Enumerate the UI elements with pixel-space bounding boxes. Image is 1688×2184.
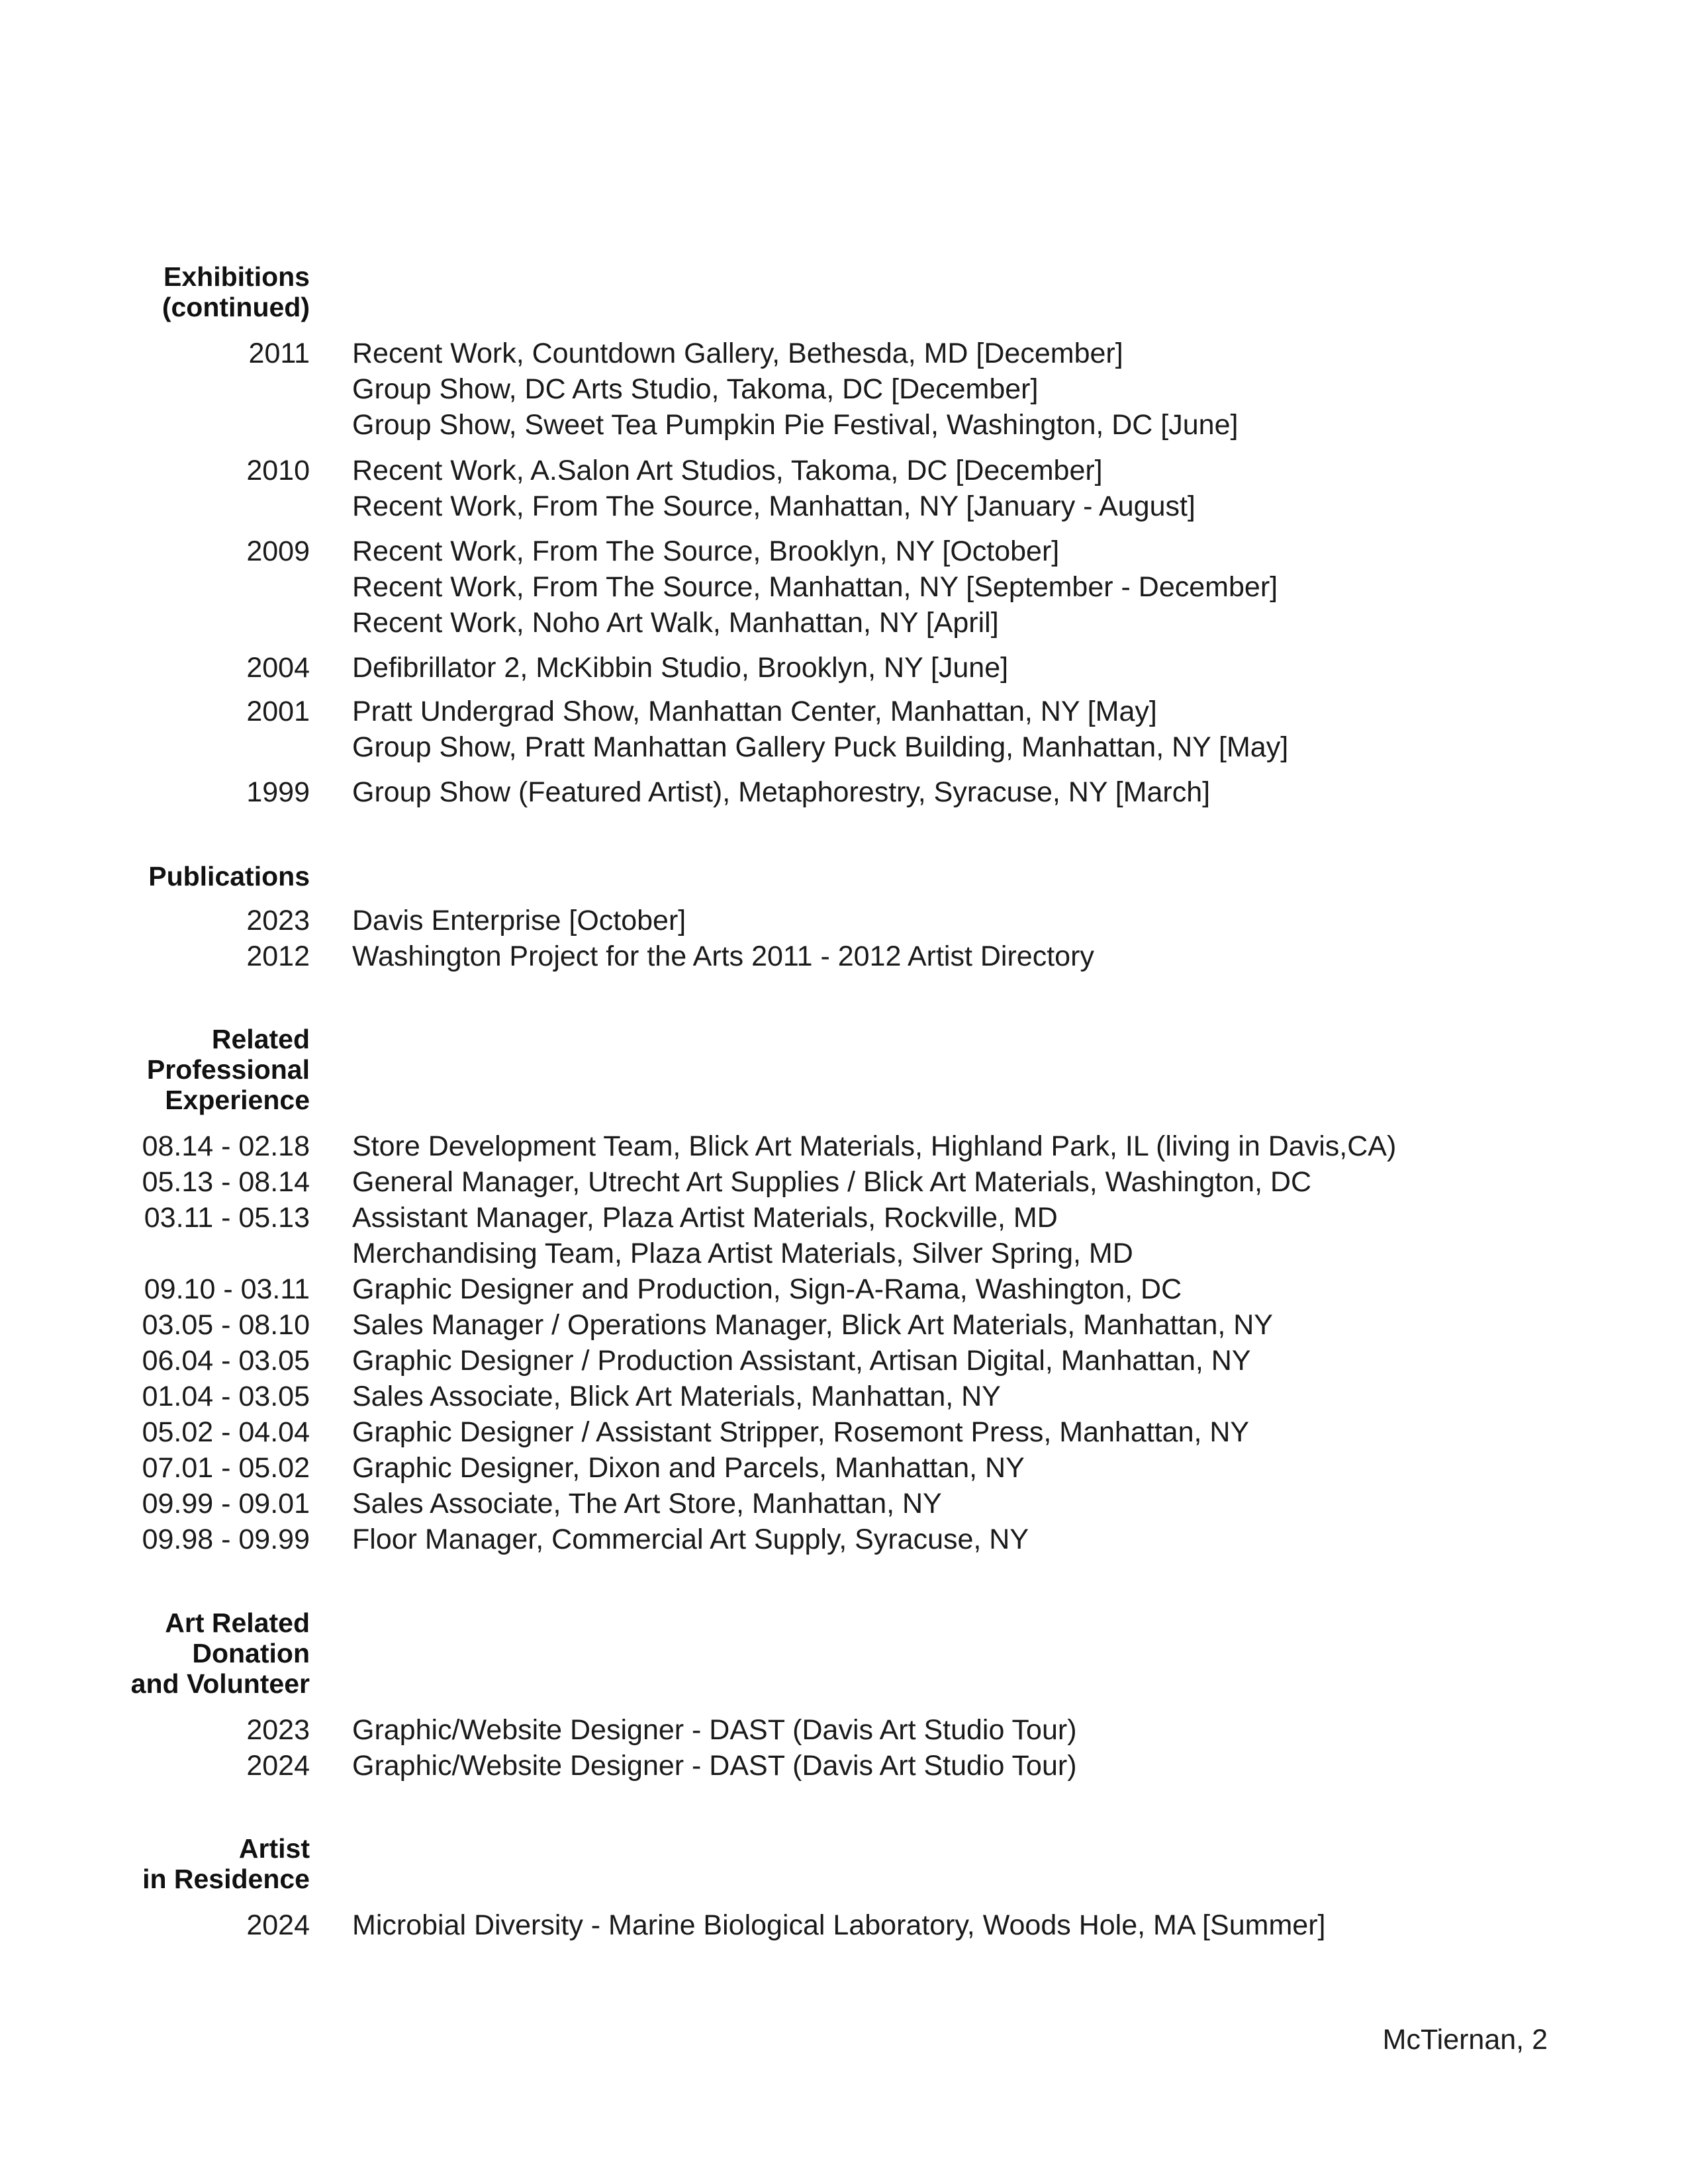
entry-lines — [352, 1907, 1325, 1943]
entry-lines — [352, 938, 1094, 974]
entry-lines — [352, 774, 1210, 810]
entry-date: 2009 — [246, 535, 310, 567]
entry-lines — [352, 1343, 1251, 1379]
entry-line: Sales Associate, The Art Store, Manhattan, NY — [352, 1488, 942, 1520]
entry-lines — [352, 694, 1288, 765]
section-heading — [162, 261, 310, 322]
heading-line: (continued) — [162, 292, 310, 322]
entry-lines — [352, 336, 1238, 443]
entry-line: Group Show, DC Arts Studio, Takoma, DC [December] — [352, 373, 1039, 405]
entry-line: Sales Manager / Operations Manager, Blick Art Materials, Manhattan, NY — [352, 1309, 1273, 1341]
entry-line: Recent Work, From The Source, Manhattan, NY [September - December] — [352, 571, 1278, 603]
entry-date: 03.11 - 05.13 — [144, 1202, 310, 1234]
entry-lines — [352, 533, 1278, 641]
entry-date: 08.14 - 02.18 — [142, 1130, 310, 1162]
entry-lines — [352, 1712, 1077, 1748]
entry-date: 2023 — [246, 905, 310, 936]
section-heading — [131, 1608, 310, 1699]
entry-line: Graphic Designer / Production Assistant, Artisan Digital, Manhattan, NY — [352, 1345, 1251, 1377]
entry-lines — [352, 903, 686, 938]
entry-date: 2024 — [246, 1909, 310, 1941]
heading-line: Experience — [165, 1085, 310, 1115]
heading-line: in Residence — [142, 1864, 310, 1894]
page-footer: McTiernan, 2 — [1382, 2024, 1548, 2056]
entry-date: 05.13 - 08.14 — [142, 1166, 310, 1198]
entry-line: Group Show (Featured Artist), Metaphorestry, Syracuse, NY [March] — [352, 776, 1211, 808]
section-heading — [147, 1024, 310, 1115]
entry-date: 07.01 - 05.02 — [142, 1452, 310, 1484]
entry-lines — [352, 1164, 1311, 1200]
entry-date: 2010 — [246, 455, 310, 486]
entry-line: Davis Enterprise [October] — [352, 905, 686, 936]
entry-date: 06.04 - 03.05 — [142, 1345, 310, 1377]
entry-lines — [352, 1486, 942, 1522]
entry-date: 03.05 - 08.10 — [142, 1309, 310, 1341]
entry-date: 2011 — [248, 338, 310, 369]
entry-line: Microbial Diversity - Marine Biological Laboratory, Woods Hole, MA [Summer] — [352, 1909, 1326, 1941]
heading-line: Related — [211, 1024, 310, 1054]
entry-lines — [352, 1271, 1182, 1307]
entry-lines — [352, 1414, 1249, 1450]
entry-line: Floor Manager, Commercial Art Supply, Syracuse, NY — [352, 1524, 1029, 1555]
entry-line: Pratt Undergrad Show, Manhattan Center, Manhattan, NY [May] — [352, 696, 1157, 727]
entry-line: Graphic/Website Designer - DAST (Davis Art Studio Tour) — [352, 1714, 1077, 1746]
entry-date: 05.02 - 04.04 — [142, 1416, 310, 1448]
entry-line: Washington Project for the Arts 2011 - 2012 Artist Directory — [352, 940, 1094, 972]
entry-line: Graphic/Website Designer - DAST (Davis Art Studio Tour) — [352, 1750, 1077, 1782]
entry-lines — [352, 453, 1196, 524]
entry-lines — [352, 1522, 1029, 1557]
section-heading — [142, 1833, 310, 1894]
entry-line: Sales Associate, Blick Art Materials, Manhattan, NY — [352, 1381, 1001, 1412]
entry-date: 2023 — [246, 1714, 310, 1746]
entry-line: Merchandising Team, Plaza Artist Materials, Silver Spring, MD — [352, 1238, 1133, 1269]
entry-date: 09.10 - 03.11 — [144, 1273, 310, 1305]
entry-line: Recent Work, From The Source, Brooklyn, NY [October] — [352, 535, 1060, 567]
entry-line: Group Show, Sweet Tea Pumpkin Pie Festival, Washington, DC [June] — [352, 409, 1239, 441]
heading-line: Donation — [192, 1638, 310, 1668]
entry-line: Recent Work, Noho Art Walk, Manhattan, NY [April] — [352, 607, 999, 639]
entry-line: Graphic Designer and Production, Sign-A-Rama, Washington, DC — [352, 1273, 1182, 1305]
heading-line: Artist — [238, 1833, 310, 1864]
entry-line: Group Show, Pratt Manhattan Gallery Puck Building, Manhattan, NY [May] — [352, 731, 1289, 763]
entry-line: Graphic Designer / Assistant Stripper, Rosemont Press, Manhattan, NY — [352, 1416, 1250, 1448]
entry-date: 2012 — [246, 940, 310, 972]
entry-line: Recent Work, A.Salon Art Studios, Takoma, DC [December] — [352, 455, 1103, 486]
entry-date: 01.04 - 03.05 — [142, 1381, 310, 1412]
entry-line: Graphic Designer, Dixon and Parcels, Manhattan, NY — [352, 1452, 1025, 1484]
entry-line: General Manager, Utrecht Art Supplies / Blick Art Materials, Washington, DC — [352, 1166, 1312, 1198]
entry-lines — [352, 1450, 1025, 1486]
entry-lines — [352, 1200, 1133, 1271]
heading-line: Art Related — [165, 1608, 310, 1638]
section-heading — [148, 861, 310, 891]
entry-date: 1999 — [246, 776, 310, 808]
entry-line: Assistant Manager, Plaza Artist Materials, Rockville, MD — [352, 1202, 1058, 1234]
entry-line: Recent Work, From The Source, Manhattan, NY [January - August] — [352, 490, 1196, 522]
heading-line: Exhibitions — [164, 261, 310, 292]
entry-line: Recent Work, Countdown Gallery, Bethesda, MD [December] — [352, 338, 1123, 369]
entry-lines — [352, 650, 1008, 686]
entry-line: Defibrillator 2, McKibbin Studio, Brooklyn, NY [June] — [352, 652, 1009, 684]
heading-line: Publications — [148, 861, 310, 891]
heading-line: and Volunteer — [130, 1668, 310, 1699]
entry-date: 09.98 - 09.99 — [142, 1524, 310, 1555]
entry-date: 2024 — [246, 1750, 310, 1782]
entry-lines — [352, 1379, 1001, 1414]
entry-date: 2004 — [246, 652, 310, 684]
entry-date: 09.99 - 09.01 — [142, 1488, 310, 1520]
entry-line: Store Development Team, Blick Art Materials, Highland Park, IL (living in Davis,CA) — [352, 1130, 1397, 1162]
entry-lines — [352, 1128, 1396, 1164]
heading-line: Professional — [146, 1054, 310, 1085]
entry-lines — [352, 1307, 1273, 1343]
entry-lines — [352, 1748, 1077, 1784]
entry-date: 2001 — [246, 696, 310, 727]
